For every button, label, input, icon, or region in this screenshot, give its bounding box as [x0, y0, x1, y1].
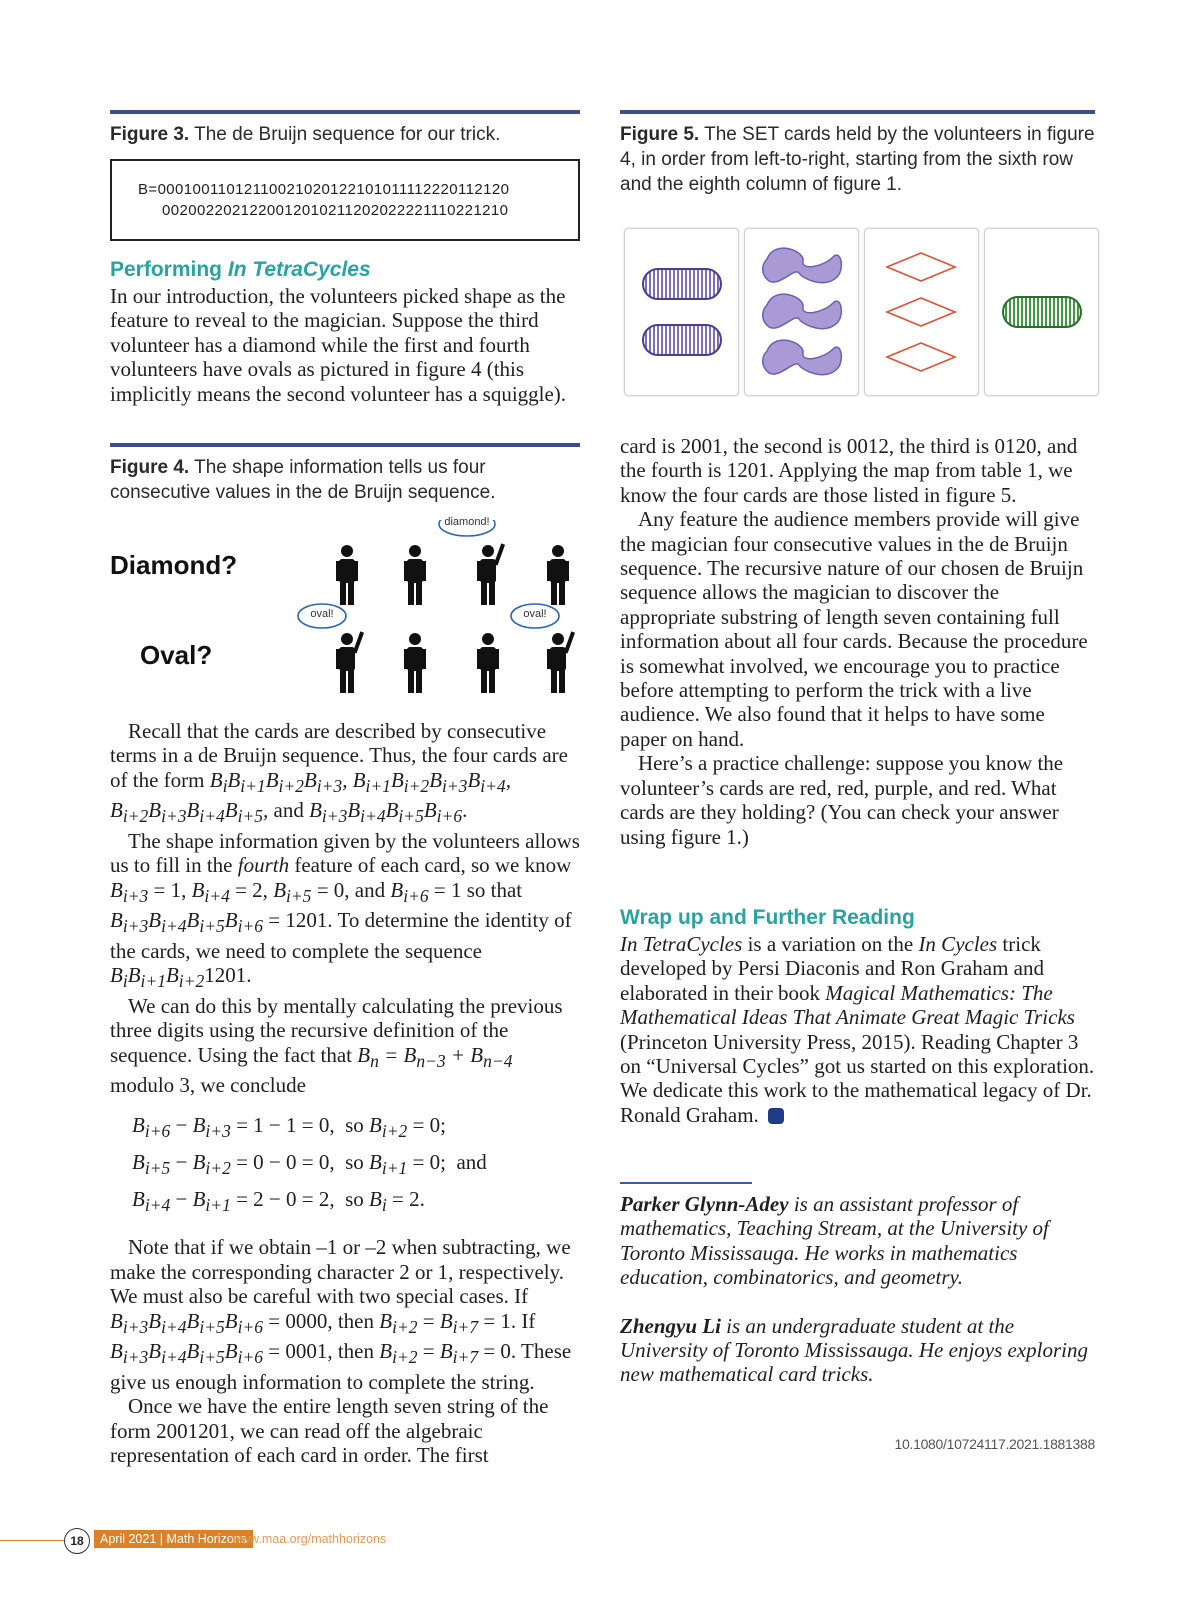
- right-paragraph-3: Here’s a practice challenge: suppose you know the volunteer’s cards are red, red, purple, and red. What cards are they holding? (You can check your answer using figure 1.): [620, 751, 1064, 849]
- equation-2: $B_{i+5} - B_{i+2} = 0 - 0 = 0$, so $B_{i+1} = 0$; and: [132, 1150, 487, 1179]
- figure-3-caption: [110, 122, 580, 147]
- wrapup-book-title: Magical Mathematics: The Mathematical Ideas That Animate Great Magic Tricks: [620, 980, 1075, 1030]
- figure-4: [110, 443, 580, 505]
- figure-4-label: Figure 4.: [110, 457, 190, 478]
- footer-issue: April 2021 | Math Horizons: [94, 1530, 253, 1548]
- figure-4-rule: [110, 443, 580, 447]
- figure-3-caption-text: The de Bruijn sequence for our trick.: [194, 124, 501, 145]
- wrapup-incycles: In Cycles: [918, 932, 998, 956]
- performing-heading-italic: In TetraCycles: [227, 258, 371, 281]
- page-number-badge: [64, 1528, 90, 1554]
- figure-3-label: Figure 3.: [110, 124, 190, 145]
- figure-5-rule: [620, 110, 1095, 114]
- bio-2-text: is an undergraduate student at the University of Toronto Mississauga. He enjoys exploring new mathematical card tricks.: [620, 1313, 1089, 1387]
- figure-5-caption: [620, 122, 1095, 197]
- figure-3-rule: [110, 110, 580, 114]
- squiggle-shape: [763, 248, 842, 282]
- left-p2-text-a: The shape information given by the volunteers allows us to fill in the: [110, 829, 580, 878]
- left-p3-end: modulo 3, we conclude: [110, 1073, 306, 1098]
- wrapup-t6: (Princeton University Press, 2015). Reading Chapter 3 on “Universal Cycles” got us started on this exploration. We dedicate this work to the mathematical legacy of Dr. Ronald Graham.: [620, 1029, 1095, 1127]
- left-paragraph-3: [110, 994, 580, 1098]
- volunteer-bottom-3: [477, 633, 499, 693]
- left-p1-text: Recall that the cards are described by consecutive terms in a de Bruijn sequence. Thus, the four cards are of the form: [110, 719, 568, 792]
- set-card-4: [984, 228, 1099, 396]
- volunteer-bottom-1: [336, 631, 364, 693]
- set-card-3-diamonds: [865, 229, 978, 395]
- set-card-2-squiggles: [745, 229, 858, 395]
- wrapup-text: [620, 932, 1095, 1127]
- left-p4-mid: These give us enough information to complete the string.: [110, 1339, 572, 1394]
- performing-heading-prefix: Performing: [110, 258, 228, 281]
- diamond-shape: [887, 343, 955, 371]
- bio-1-name: Parker Glynn-Adey: [620, 1192, 789, 1216]
- bio-2: [620, 1314, 1095, 1387]
- volunteer-top-4: [547, 545, 569, 605]
- volunteer-bottom-2: [404, 633, 426, 693]
- sequence-line-1: B=0001001101211002102012210101111222011212​0: [138, 181, 510, 198]
- wrapup-t2: is a variation on the: [742, 932, 919, 956]
- bubble-oval-2-text: oval!: [523, 608, 547, 620]
- equation-block: [110, 1098, 580, 1236]
- left-p3-text: We can do this by mentally calculating the previous three digits using the recursive definition of the sequence. Using the fact that: [110, 994, 563, 1067]
- diamond-shape: [887, 298, 955, 326]
- performing-text: In our introduction, the volunteers picked shape as the feature to reveal to the magician. Suppose the third volunteer has a diamond while the first and fourth volunteers have ovals as pictured in figure 4 (this implicitly means the second volunteer has a squiggle).: [110, 284, 567, 406]
- squiggle-shape: [763, 294, 842, 328]
- left-body: [110, 719, 580, 1467]
- bios: [620, 1182, 1095, 1387]
- wrapup-section: [620, 906, 1095, 1127]
- volunteer-top-2: [404, 545, 426, 605]
- set-card-2: [744, 228, 859, 396]
- figure-4-caption: [110, 455, 580, 505]
- performing-heading: [110, 258, 580, 282]
- diamond-question: Diamond?: [110, 550, 238, 580]
- right-paragraph-2: Any feature the audience members provide will give the magician four consecutive values in the de Bruijn sequence. The recursive nature of our chosen de Bruijn sequence allows the magician to discover the appropriate substring of length seven containing full information about all four cards. Because the procedure is somewhat involved, we encourage you to practice before attempting to perform the trick with a live audience. We also found that it helps to have some paper on hand.: [620, 507, 1088, 751]
- bubble-oval-1-text: oval!: [310, 608, 334, 620]
- left-p2-text-b: feature of each card, so we know: [289, 853, 572, 878]
- set-card-1: [624, 228, 739, 396]
- squiggle-shape: [763, 340, 842, 374]
- bio-1: [620, 1192, 1095, 1290]
- bio-rule: [620, 1182, 752, 1184]
- volunteer-top-3: [477, 543, 505, 605]
- left-p4-text: Note that if we obtain –1 or –2 when subtracting, we make the corresponding character 2 or 1, respectively. We must also be careful with two special cases. If: [110, 1235, 571, 1309]
- oval-shape: [643, 269, 721, 299]
- figure-4-caption-text: The shape information tells us four consecutive values in the de Bruijn sequence.: [110, 457, 496, 503]
- right-body: [620, 434, 1095, 849]
- form-expression: $B_iB_{i+1}B_{i+2}B_{i+3}$, $B_{i+1}B_{i+2}B_{i+3}B_{i+4}$, $B_{i+2}B_{i+3}B_{i+4}B_{i+5}$,: [110, 767, 511, 827]
- volunteer-top-1: [336, 545, 358, 605]
- figure-5-caption-text: The SET cards held by the volunteers in figure 4, in order from left-to-right, starting from the sixth row and the eighth column of figure 1.: [620, 124, 1095, 195]
- bio-1-text: is an assistant professor of mathematics, Teaching Stream, at the University of Toronto Mississauga. He works in mathematics education, combinatorics, and geometry.: [620, 1192, 1049, 1290]
- equation-1: $B_{i+6} - B_{i+3} = 1 - 1 = 0$, so $B_{i+2} = 0$;: [132, 1112, 446, 1141]
- set-card-3: [864, 228, 979, 396]
- bubble-diamond-text: diamond!: [444, 516, 490, 528]
- diamond-shape: [887, 253, 955, 281]
- left-paragraph-2: The shape information given by the volunteers allows us to fill in the fourth feature of each card, so we know $B_{i+3} = 1$, $B_{i+4} = 2$, $B_{i+5} = 0$, and $B_{i+6} = 1$ so that $B_{i+3}B_{i+4}B_{i+5}B_{i+6} = 1201$. To determine the identity of the cards, we need to complete the sequence $B_iB_{i+1}B_{i+2}1201$.: [110, 829, 580, 992]
- right-paragraph-1: card is 2001, the second is 0012, the third is 0120, and the fourth is 1201. Applying the map from table 1, we know the four cards are those listed in figure 5.: [620, 434, 1078, 507]
- doi-text: 10.1080/10724117.2021.1881388: [894, 1436, 1095, 1452]
- sequence-line-2: 00200220212200120102112020222211102212​10: [162, 202, 509, 219]
- figure-4-illustration: [110, 516, 590, 710]
- wrapup-t4: trick developed by Persi Diaconis and Ron Graham and elaborated in their book: [620, 932, 1044, 1005]
- volunteer-bottom-4: [547, 631, 575, 693]
- known-values: $B_{i+3}$: [110, 877, 149, 906]
- figure-3: [110, 110, 580, 241]
- oval-question: Oval?: [140, 640, 213, 670]
- recursion-formula: $B_n = B_{n-3} + B_{n-4}$: [357, 1042, 513, 1071]
- figure-5: [620, 110, 1095, 197]
- set-card-4-oval: [985, 229, 1098, 395]
- bio-2-name: Zhengyu Li: [620, 1313, 721, 1338]
- set-card-1-ovals: [625, 229, 738, 395]
- left-paragraph-5: Once we have the entire length seven string of the form 2001201, we can read off the algebraic representation of each card in order. The first: [110, 1394, 549, 1467]
- left-paragraph-4: Note that if we obtain –1 or –2 when subtracting, we make the corresponding character 2 or 1, respectively. We must also be careful with two special cases. If $B_{i+3}B_{i+4}B_{i+5}B_{i+6} = 0000$, then $B_{i+2} = B_{i+7} = 1$. If $B_{i+3}B_{i+4}B_{i+5}B_{i+6} = 0001$, then $B_{i+2} = B_{i+7} = 0$. These give us enough information to complete the string.: [110, 1235, 572, 1394]
- oval-shape: [643, 325, 721, 355]
- footer-rule: [0, 1540, 64, 1541]
- page-footer: [0, 1526, 1200, 1556]
- page-number: 18: [70, 1534, 84, 1548]
- oval-shape: [1003, 297, 1081, 327]
- footer-url[interactable]: www.maa.org/mathhorizons: [232, 1532, 387, 1546]
- performing-section: [110, 258, 580, 406]
- left-paragraph-1: Recall that the cards are described by consecutive terms in a de Bruijn sequence. Thus, the four cards are of the form $B_iB_{i+1}B_{i+2}B_{i+3}$, $B_{i+1}B_{i+2}B_{i+3}B_{i+4}$, $B_{i+2}B_{i+3}B_{i+4}B_{i+5}$, and $B_{i+3}B_{i+4}B_{i+5}B_{i+6}$.: [110, 719, 568, 827]
- left-p2-fourth: fourth: [237, 853, 290, 878]
- wrapup-heading: Wrap up and Further Reading: [620, 906, 915, 929]
- sequence-box: [110, 159, 580, 241]
- end-mark-icon: [768, 1108, 784, 1124]
- figure-5-label: Figure 5.: [620, 124, 700, 145]
- wrapup-tetracycles: In TetraCycles: [620, 932, 743, 956]
- set-cards: [624, 228, 1104, 398]
- equation-3: $B_{i+4} - B_{i+1} = 2 - 0 = 2$, so $B_i = 2$.: [132, 1187, 425, 1216]
